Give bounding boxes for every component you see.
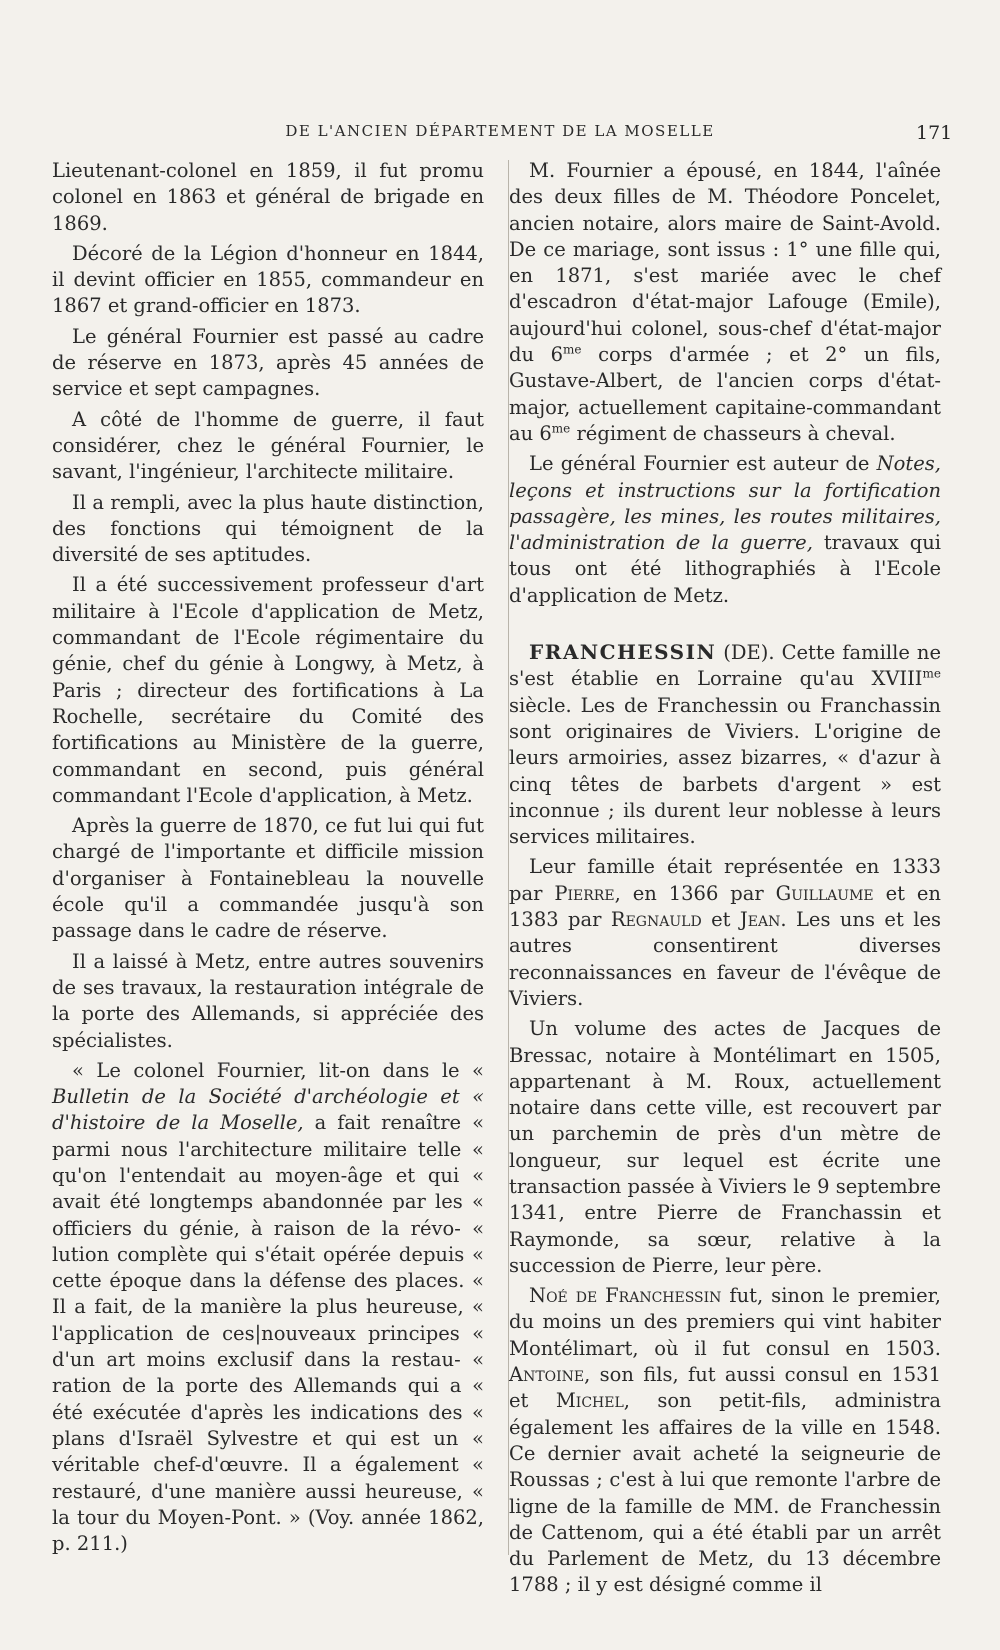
paragraph xyxy=(509,854,941,1012)
text-run: corps d'armée ; et 2° un fils, Gustave-Albert, de l'ancien corps d'état-major, actuellement capitaine-commandant au 6 xyxy=(509,343,941,445)
text-run: fut, sinon le premier, du moins un des premiers qui vint habiter Montélimart, où il fut consul en 1503. xyxy=(509,1284,941,1360)
quoted-publication-title: Bulletin de la Société d'archéologie et « d'histoire de la Moselle, xyxy=(52,1085,484,1135)
work-title: Notes, leçons et instructions sur la fortification passagère, les mines, les routes militaires, l'administration de la guerre, xyxy=(509,452,941,555)
paragraph: Un volume des actes de Jacques de Bressac, notaire à Montélimart en 1505, appartenant à M. Roux, actuellement notaire dans cette ville, est recouvert par un parchemin de près d'un mètre de longueur, sur lequel est écrite une transaction passée à Viviers le 9 septembre 1341, entre Pierre de Franchassin et Raymonde, sa sœur, relative à la succession de Pierre, leur père. xyxy=(509,1017,941,1277)
text-run: travaux qui tous ont été lithographiés à l'Ecole d'application de Metz. xyxy=(509,531,941,607)
paragraph: Après la guerre de 1870, ce fut lui qui fut chargé de l'importante et difficile mission d'organiser à Fontainebleau la nouvelle école qu'il a commandée jusqu'à son passage dans le cadre de réserve. xyxy=(52,814,484,943)
right-column xyxy=(509,158,941,1603)
text-run: et xyxy=(701,908,740,932)
paragraph: Lieutenant-colonel en 1859, il fut promu colonel en 1863 et général de brigade en 1869. xyxy=(52,159,484,235)
quotation-paragraph xyxy=(52,1058,484,1558)
running-header: DE L'ANCIEN DÉPARTEMENT DE LA MOSELLE xyxy=(285,122,715,140)
superscript: me xyxy=(551,421,571,436)
text-run: Leur famille était représentée en 1333 par xyxy=(509,855,941,905)
paragraph: A côté de l'homme de guerre, il faut considérer, chez le général Fournier, le savant, l'ingénieur, l'architecte militaire. xyxy=(52,407,484,484)
superscript: me xyxy=(563,342,582,357)
text-run: , en 1366 par xyxy=(614,881,776,905)
person-name: Regnauld xyxy=(610,908,702,932)
person-name: Pierre xyxy=(554,881,615,905)
paragraph: Il a été successivement professeur d'art militaire à l'Ecole d'application de Metz, commandant de l'Ecole régimentaire du génie, chef du génie à Longwy, à Metz, à Paris ; directeur des fortifications à La Rochelle, secrétaire du Comité des fortifications au Ministère de la guerre, commandant en second, puis général commandant l'Ecole d'application, à Metz. xyxy=(52,573,484,807)
quote-text: « Le colonel Fournier, lit-on dans le « xyxy=(72,1058,484,1082)
person-name: Antoine xyxy=(509,1363,585,1387)
person-name: Noé de Franchessin xyxy=(529,1284,722,1308)
text-run: M. Fournier a épousé, en 1844, l'aînée des deux filles de M. Théodore Poncelet, ancien notaire, alors maire de Saint-Avold. De ce mariage, sont issus : 1° une fille qui, en 1871, s'est mariée avec le chef d'escadron d'état-major Lafouge (Emile), aujourd'hui colonel, sous-chef d'état-major du 6 xyxy=(509,159,941,367)
text-run: , son petit-fils, administra également les affaires de la ville en 1548. Ce dernier avait acheté la seigneurie de Roussas ; c'est à lui que remonte l'arbre de ligne de la famille de MM. de Franchessin de Cattenom, qui a été établi par un arrêt du Parlement de Metz, du 13 décembre 1788 ; il y est désigné comme il xyxy=(509,1389,941,1597)
paragraph: Il a rempli, avec la plus haute distinction, des fonctions qui témoignent de la diversité de ses aptitudes. xyxy=(52,490,484,567)
paragraph: Il a laissé à Metz, entre autres souvenirs de ses travaux, la restauration intégrale de la porte des Allemands, si appréciée des spécialistes. xyxy=(52,949,484,1052)
text-run: régiment de chasseurs à cheval. xyxy=(570,421,896,445)
paragraph: Le général Fournier est passé au cadre de réserve en 1873, après 45 années de service et sept campagnes. xyxy=(52,324,484,401)
text-run: , son fils, fut aussi consul en 1531 et xyxy=(509,1363,941,1413)
paragraph: Décoré de la Légion d'honneur en 1844, il devint officier en 1855, commandeur en 1867 et grand-officier en 1873. xyxy=(52,241,484,318)
family-entry-paragraph xyxy=(509,639,941,850)
text-run: Le général Fournier est auteur de xyxy=(529,452,877,476)
particle: (DE). xyxy=(716,641,775,665)
person-name: Guillaume xyxy=(775,881,874,905)
person-name: Michel xyxy=(555,1389,624,1413)
text-run: et en 1383 par xyxy=(509,881,941,932)
family-name-heading: FRANCHESSIN xyxy=(529,640,717,665)
paragraph xyxy=(509,158,941,447)
text-run: siècle. Les de Franchessin ou Franchassin sont originaires de Viviers. L'origine de leurs armoiries, assez bizarres, « d'azur à cinq têtes de barbets d'argent » est inconnue ; ils durent leur noblesse à leurs services militaires. xyxy=(509,693,941,849)
paragraph xyxy=(509,1283,941,1599)
text-run: . Les uns et les autres consentirent diverses reconnaissances en faveur de l'évêque de Viviers. xyxy=(509,908,941,1010)
page-number: 171 xyxy=(916,122,953,144)
section-gap xyxy=(509,613,941,639)
superscript: me xyxy=(922,666,941,681)
paragraph xyxy=(509,451,941,609)
quote-text: a fait renaître « parmi nous l'architecture militaire telle « qu'on l'entendait au moyen-âge et qui « avait été longtemps abandonnée par les « officiers du génie, à raison de la révo- « lution complète qui s'était opérée depuis « cette époque dans la défense des places. « Il a fait, de la manière la plus heureuse, « l'application de ces|nouveaux principes « d'un art moins exclusif dans la restau- « ration de la porte des Allemands qui a « été exécutée d'après les indications des « plans d'Israël Sylvestre et qui est un « véritable chef-d'œuvre. Il a également « restauré, d'une manière aussi heureuse, « la tour du Moyen-Pont. » (Voy. année 1862, p. 211.) xyxy=(52,1111,484,1556)
text-run: Cette famille ne s'est établie en Lorraine qu'au XVIII xyxy=(509,641,942,691)
person-name: Jean xyxy=(739,908,781,932)
left-column xyxy=(52,158,484,1561)
